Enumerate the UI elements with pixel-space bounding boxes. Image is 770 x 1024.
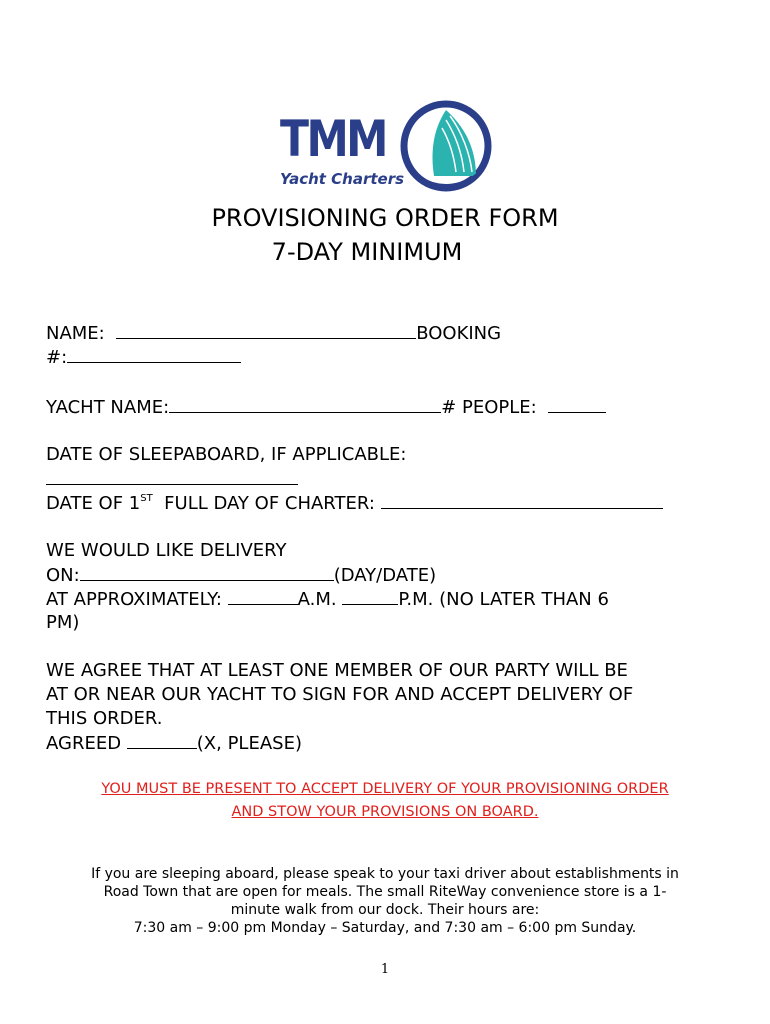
note-line-3: minute walk from our dock. Their hours are: — [230, 902, 540, 918]
first-day-label: DATE OF 1 — [46, 493, 141, 514]
name-label: NAME: — [46, 323, 117, 344]
delivery-intro: WE WOULD LIKE DELIVERY — [46, 540, 287, 561]
people-field[interactable] — [548, 396, 606, 413]
first-day-row — [46, 492, 663, 514]
agreed-label: AGREED — [46, 733, 127, 754]
sleepaboard-label: DATE OF SLEEPABOARD, IF APPLICABLE: — [46, 444, 407, 465]
name-field[interactable] — [116, 322, 416, 339]
first-day-label-rest: FULL DAY OF CHARTER: — [152, 493, 381, 514]
page-number: 1 — [380, 962, 390, 977]
sleepaboard-row — [46, 468, 298, 490]
booking-hash-label: #: — [46, 347, 68, 368]
agreed-hint: (X, PLEASE) — [196, 733, 302, 754]
people-label: # PEOPLE: — [441, 397, 549, 418]
name-booking-row — [46, 322, 501, 344]
first-day-suffix: ST — [140, 493, 153, 504]
warning-line-2: AND STOW YOUR PROVISIONS ON BOARD. — [231, 804, 539, 820]
logo-subtitle: Yacht Charters — [280, 170, 405, 188]
agreed-field[interactable] — [127, 732, 197, 749]
form-subtitle: 7-DAY MINIMUM — [271, 238, 463, 266]
day-date-label: (DAY/DATE) — [333, 565, 437, 586]
agreed-row — [46, 732, 302, 754]
logo-letters: TMM — [280, 110, 386, 168]
agreement-line-2: AT OR NEAR OUR YACHT TO SIGN FOR AND ACCEPT DELIVERY OF — [46, 684, 634, 705]
yacht-name-field[interactable] — [169, 396, 441, 413]
pm-label: P.M. (NO LATER THAN 6 — [398, 589, 609, 610]
yacht-name-label: YACHT NAME: — [46, 397, 170, 418]
agreement-line-1: WE AGREE THAT AT LEAST ONE MEMBER OF OUR PARTY WILL BE — [46, 660, 628, 681]
am-label: A.M. — [297, 589, 343, 610]
booking-number-field[interactable] — [67, 346, 241, 363]
note-line-1: If you are sleeping aboard, please speak to your taxi driver about establishments in — [91, 866, 679, 882]
warning-line-1: YOU MUST BE PRESENT TO ACCEPT DELIVERY OF YOUR PROVISIONING ORDER — [101, 781, 669, 797]
sail-emblem-icon — [390, 98, 496, 198]
delivery-on-label: ON: — [46, 565, 80, 586]
pm-end: PM) — [46, 612, 80, 633]
sleepaboard-field[interactable] — [46, 468, 298, 485]
agreement-line-3: THIS ORDER. — [46, 708, 163, 729]
note-line-2: Road Town that are open for meals. The small RiteWay convenience store is a 1- — [103, 884, 667, 900]
booking-label: BOOKING — [416, 323, 502, 344]
delivery-date-row — [46, 564, 436, 586]
booking-number-row — [46, 346, 241, 368]
approx-label: AT APPROXIMATELY: — [46, 589, 228, 610]
note-line-4: 7:30 am – 9:00 pm Monday – Saturday, and 7:30 am – 6:00 pm Sunday. — [133, 920, 637, 936]
delivery-date-field[interactable] — [80, 564, 334, 581]
form-title: PROVISIONING ORDER FORM — [211, 204, 559, 232]
yacht-row — [46, 396, 606, 418]
am-field[interactable] — [228, 588, 298, 605]
tmm-logo — [274, 98, 494, 198]
delivery-time-row — [46, 588, 609, 610]
first-day-field[interactable] — [381, 492, 663, 509]
pm-field[interactable] — [342, 588, 398, 605]
